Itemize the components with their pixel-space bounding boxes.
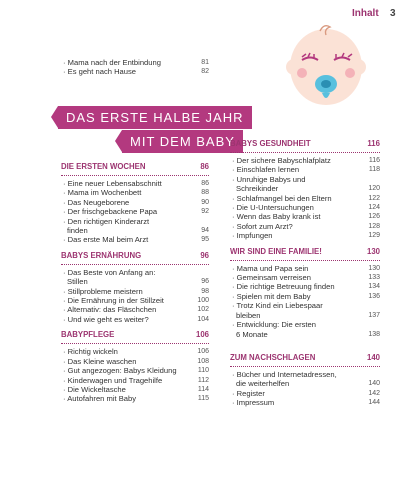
toc-entry[interactable]: · Register 142 [230, 389, 380, 398]
toc-entry-continuation[interactable]: die weiterhelfen 140 [236, 379, 380, 389]
chapter-banner-line2: MIT DEM BABY [122, 130, 243, 153]
toc-entry[interactable]: · Kinderwagen und Tragehilfe 112 [61, 376, 209, 385]
toc-entry[interactable]: · Gut angezogen: Babys Kleidung 110 [61, 366, 209, 375]
section-label: Inhalt [352, 8, 379, 19]
toc-entry[interactable]: · Richtig wickeln 106 [61, 347, 209, 356]
toc-entry[interactable]: · Stillprobleme meistern 98 [61, 287, 209, 296]
toc-entry-continuation[interactable]: Schreikinder 120 [236, 184, 380, 194]
toc-entry[interactable]: · Das Beste von Anfang an: [61, 268, 209, 277]
toc-entry[interactable]: · Schlafmangel bei den Eltern 122 [230, 194, 380, 203]
toc-section-heading[interactable]: BABYS ERNÄHRUNG 96 [61, 251, 209, 265]
toc-entry[interactable]: · Impfungen 129 [230, 231, 380, 240]
toc-entry[interactable]: · Unruhige Babys und [230, 175, 380, 184]
toc-entry[interactable]: · Bücher und Internetadressen, [230, 370, 380, 379]
toc-entry-continuation[interactable]: bleiben 137 [236, 310, 380, 320]
toc-entry[interactable]: · Mama und Papa sein 130 [230, 264, 380, 273]
toc-section-heading[interactable]: ZUM NACHSCHLAGEN 140 [230, 353, 380, 367]
toc-entry[interactable]: · Eine neuer Lebensabschnitt 86 [61, 179, 209, 188]
toc-entry[interactable]: · Das Kleine waschen 108 [61, 357, 209, 366]
toc-entry-continuation[interactable]: Stillen 96 [67, 277, 209, 287]
toc-left-column [61, 162, 209, 404]
toc-entry[interactable]: · Mama im Wochenbett 88 [61, 188, 209, 197]
toc-entry[interactable]: · Das Neugeborene 90 [61, 198, 209, 207]
toc-entry[interactable]: · Die Ernährung in der Stillzeit 100 [61, 296, 209, 305]
page-number: 3 [390, 8, 396, 19]
toc-entry[interactable]: · Das erste Mal beim Arzt 95 [61, 235, 209, 244]
chapter-banner-line1: DAS ERSTE HALBE JAHR [58, 106, 252, 129]
toc-section-heading[interactable]: BABYS GESUNDHEIT 116 [230, 139, 380, 153]
toc-entry[interactable]: · Einschlafen lernen 118 [230, 165, 380, 174]
toc-section-heading[interactable]: WIR SIND EINE FAMILIE! 130 [230, 247, 380, 261]
toc-entry[interactable]: · Trotz Kind ein Liebespaar [230, 301, 380, 310]
toc-entry[interactable]: · Es geht nach Hause 82 [61, 67, 209, 76]
toc-entry[interactable]: · Mama nach der Entbindung 81 [61, 58, 209, 67]
toc-entry[interactable]: · Alternativ: das Fläschchen 102 [61, 305, 209, 314]
toc-entry[interactable]: · Der frischgebackene Papa 92 [61, 207, 209, 216]
toc-right-column [230, 139, 380, 408]
toc-top-list [61, 58, 209, 77]
toc-entry[interactable]: · Die Wickeltasche 114 [61, 385, 209, 394]
toc-section-heading[interactable]: DIE ERSTEN WOCHEN 86 [61, 162, 209, 176]
toc-entry[interactable]: · Impressum 144 [230, 398, 380, 407]
toc-entry[interactable]: · Die richtige Betreuung finden 134 [230, 282, 380, 291]
toc-entry[interactable]: · Gemeinsam verreisen 133 [230, 273, 380, 282]
toc-entry[interactable]: · Sofort zum Arzt? 128 [230, 222, 380, 231]
toc-entry[interactable]: · Und wie geht es weiter? 104 [61, 315, 209, 324]
toc-entry[interactable]: · Die U-Untersuchungen 124 [230, 203, 380, 212]
baby-illustration [282, 17, 370, 111]
toc-entry-continuation[interactable]: finden 94 [67, 226, 209, 236]
toc-entry[interactable]: · Wenn das Baby krank ist 126 [230, 212, 380, 221]
toc-entry[interactable]: · Autofahren mit Baby 115 [61, 394, 209, 403]
toc-entry[interactable]: · Entwicklung: Die ersten [230, 320, 380, 329]
toc-entry[interactable]: · Den richtigen Kinderarzt [61, 217, 209, 226]
toc-section-heading[interactable]: BABYPFLEGE 106 [61, 330, 209, 344]
toc-entry[interactable]: · Spielen mit dem Baby 136 [230, 292, 380, 301]
toc-entry-continuation[interactable]: 6 Monate 138 [236, 329, 380, 339]
toc-entry[interactable]: · Der sichere Babyschlafplatz 116 [230, 156, 380, 165]
